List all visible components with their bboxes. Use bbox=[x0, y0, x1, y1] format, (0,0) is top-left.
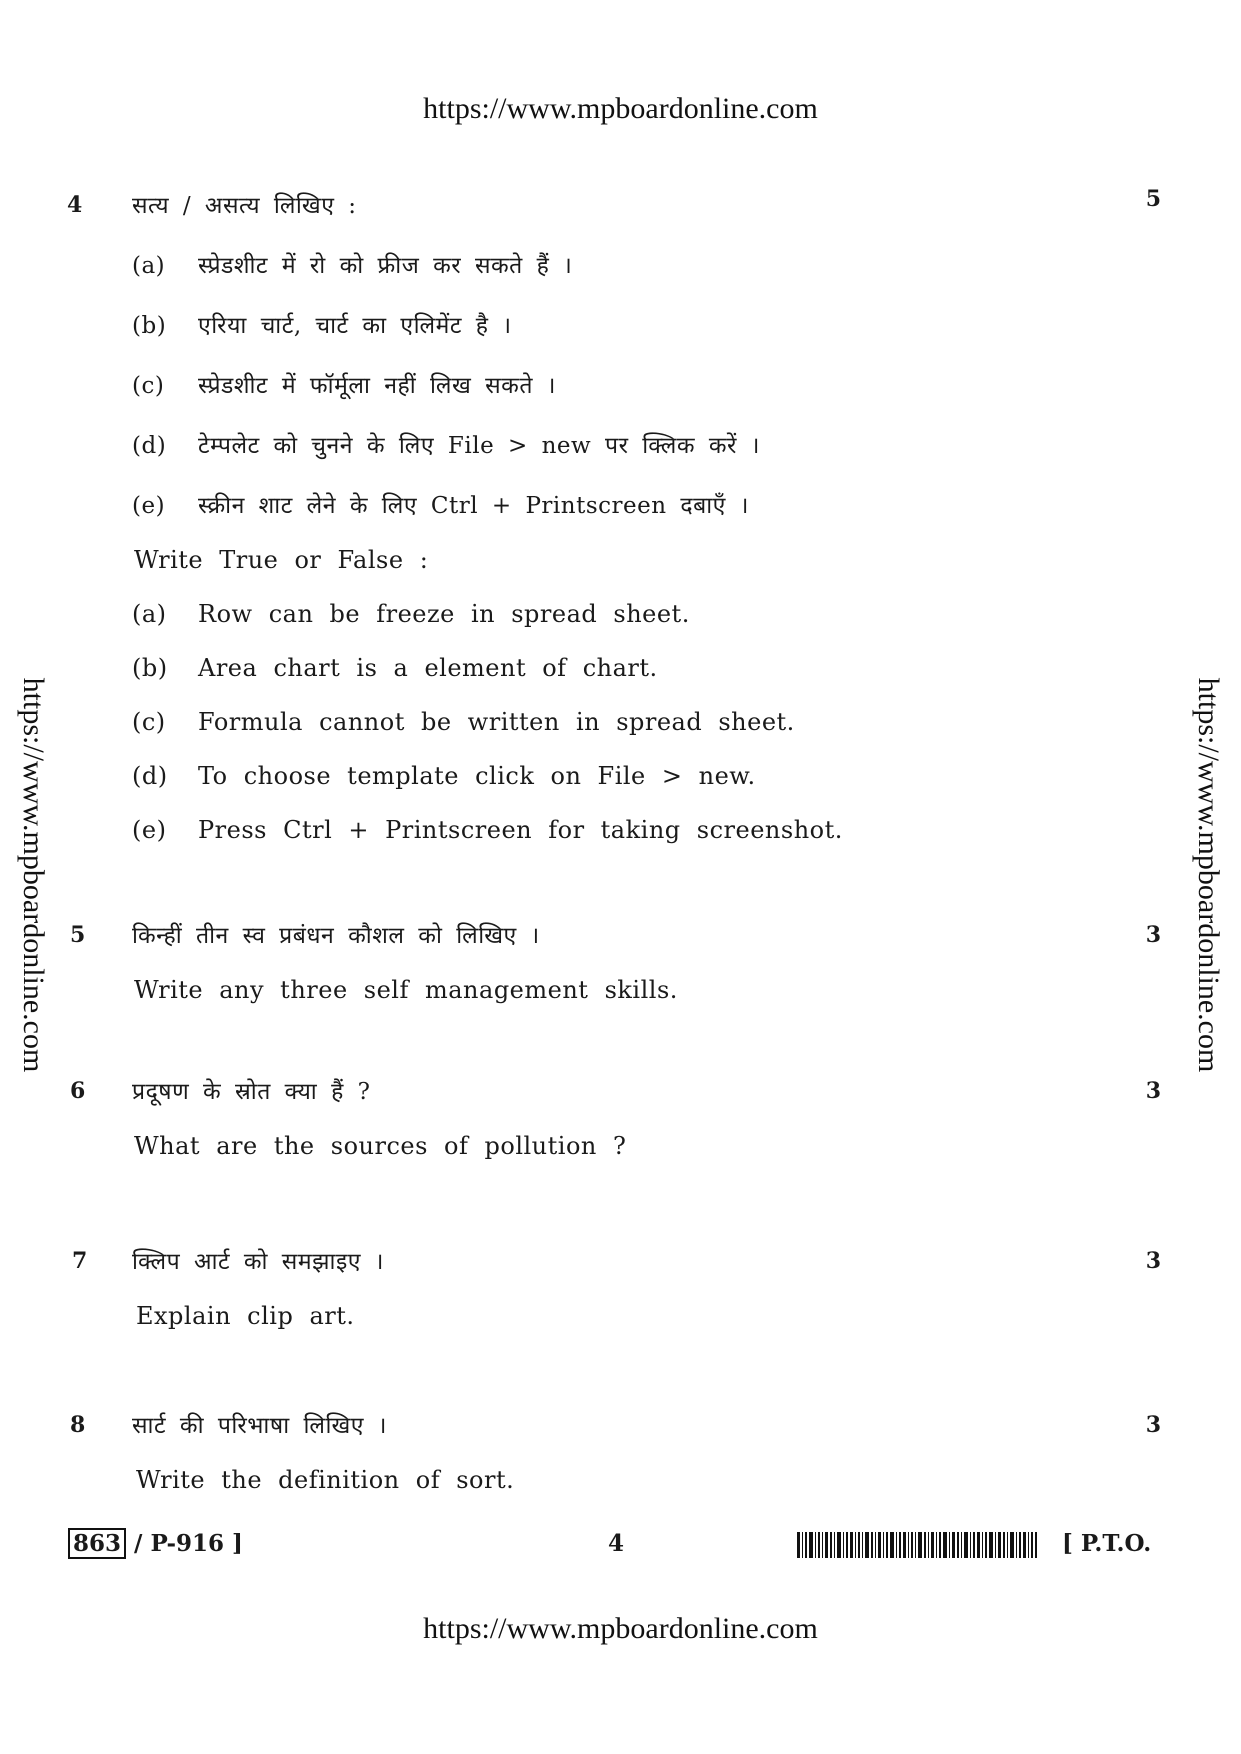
item-text: Formula cannot be written in spread sheet. bbox=[198, 708, 795, 736]
item-label: (b) bbox=[132, 654, 168, 682]
q4-english-item bbox=[132, 600, 690, 628]
item-label: (d) bbox=[132, 762, 168, 790]
q8-number: 8 bbox=[70, 1412, 86, 1438]
q4-english-item bbox=[132, 762, 756, 790]
item-label: (c) bbox=[132, 373, 165, 399]
q8-hindi: सार्ट की परिभाषा लिखिए । bbox=[132, 1413, 388, 1439]
paper-code-suffix: / P-916 ] bbox=[134, 1530, 243, 1557]
q4-hindi-item bbox=[132, 428, 760, 460]
item-label: (e) bbox=[132, 816, 167, 844]
side-url-right: https://www.mpboardonline.com bbox=[1192, 677, 1225, 1073]
q7-marks: 3 bbox=[1145, 1248, 1161, 1274]
q6-marks: 3 bbox=[1145, 1078, 1161, 1104]
paper-code bbox=[68, 1530, 243, 1557]
q4-english-heading: Write True or False : bbox=[134, 546, 429, 574]
q7-english: Explain clip art. bbox=[136, 1302, 355, 1330]
item-text: एरिया चार्ट, चार्ट का एलिमेंट है । bbox=[198, 313, 512, 339]
item-label: (a) bbox=[132, 600, 167, 628]
q5-number: 5 bbox=[70, 922, 86, 948]
footer-url: https://www.mpboardonline.com bbox=[423, 1612, 818, 1645]
item-text: स्प्रेडशीट में रो को फ्रीज कर सकते हैं । bbox=[198, 253, 573, 279]
header-url: https://www.mpboardonline.com bbox=[423, 92, 818, 125]
q5-hindi: किन्हीं तीन स्व प्रबंधन कौशल को लिखिए । bbox=[132, 923, 540, 949]
item-text: To choose template click on File > new. bbox=[198, 762, 756, 790]
q4-hindi-item bbox=[132, 368, 556, 400]
q4-number: 4 bbox=[67, 192, 83, 218]
q4-hindi-item bbox=[132, 308, 512, 340]
item-text: टेम्पलेट को चुनने के लिए File > new पर क्लिक करें । bbox=[198, 433, 760, 459]
q6-number: 6 bbox=[70, 1078, 86, 1104]
item-label: (c) bbox=[132, 708, 166, 736]
q7-hindi: क्लिप आर्ट को समझाइए । bbox=[132, 1249, 384, 1275]
item-text: Row can be freeze in spread sheet. bbox=[198, 600, 690, 628]
item-label: (e) bbox=[132, 493, 166, 519]
page-number: 4 bbox=[608, 1530, 625, 1557]
q5-marks: 3 bbox=[1145, 922, 1161, 948]
barcode-icon bbox=[797, 1532, 1037, 1558]
q4-hindi-heading: सत्य / असत्य लिखिए : bbox=[132, 193, 357, 219]
item-text: स्प्रेडशीट में फॉर्मूला नहीं लिख सकते । bbox=[198, 373, 556, 399]
q4-english-item bbox=[132, 816, 843, 844]
item-label: (d) bbox=[132, 433, 167, 459]
item-text: स्क्रीन शाट लेने के लिए Ctrl + Printscreen दबाएँ । bbox=[198, 493, 749, 519]
item-text: Press Ctrl + Printscreen for taking screenshot. bbox=[198, 816, 843, 844]
q4-english-item bbox=[132, 654, 658, 682]
q4-hindi-item bbox=[132, 488, 749, 520]
pto-label: [ P.T.O. bbox=[1062, 1530, 1152, 1557]
q5-english: Write any three self management skills. bbox=[134, 976, 678, 1004]
q6-english: What are the sources of pollution ? bbox=[134, 1132, 627, 1160]
q8-marks: 3 bbox=[1145, 1412, 1161, 1438]
q4-english-item bbox=[132, 708, 795, 736]
q4-marks: 5 bbox=[1145, 186, 1161, 212]
paper-code-box: 863 bbox=[68, 1528, 126, 1559]
item-label: (a) bbox=[132, 253, 166, 279]
side-url-left: https://www.mpboardonline.com bbox=[17, 677, 50, 1073]
q7-number: 7 bbox=[72, 1248, 88, 1274]
item-label: (b) bbox=[132, 313, 167, 339]
q8-english: Write the definition of sort. bbox=[136, 1466, 515, 1494]
item-text: Area chart is a element of chart. bbox=[198, 654, 658, 682]
q4-hindi-item bbox=[132, 248, 572, 280]
q6-hindi: प्रदूषण के स्रोत क्या हैं ? bbox=[132, 1079, 371, 1105]
